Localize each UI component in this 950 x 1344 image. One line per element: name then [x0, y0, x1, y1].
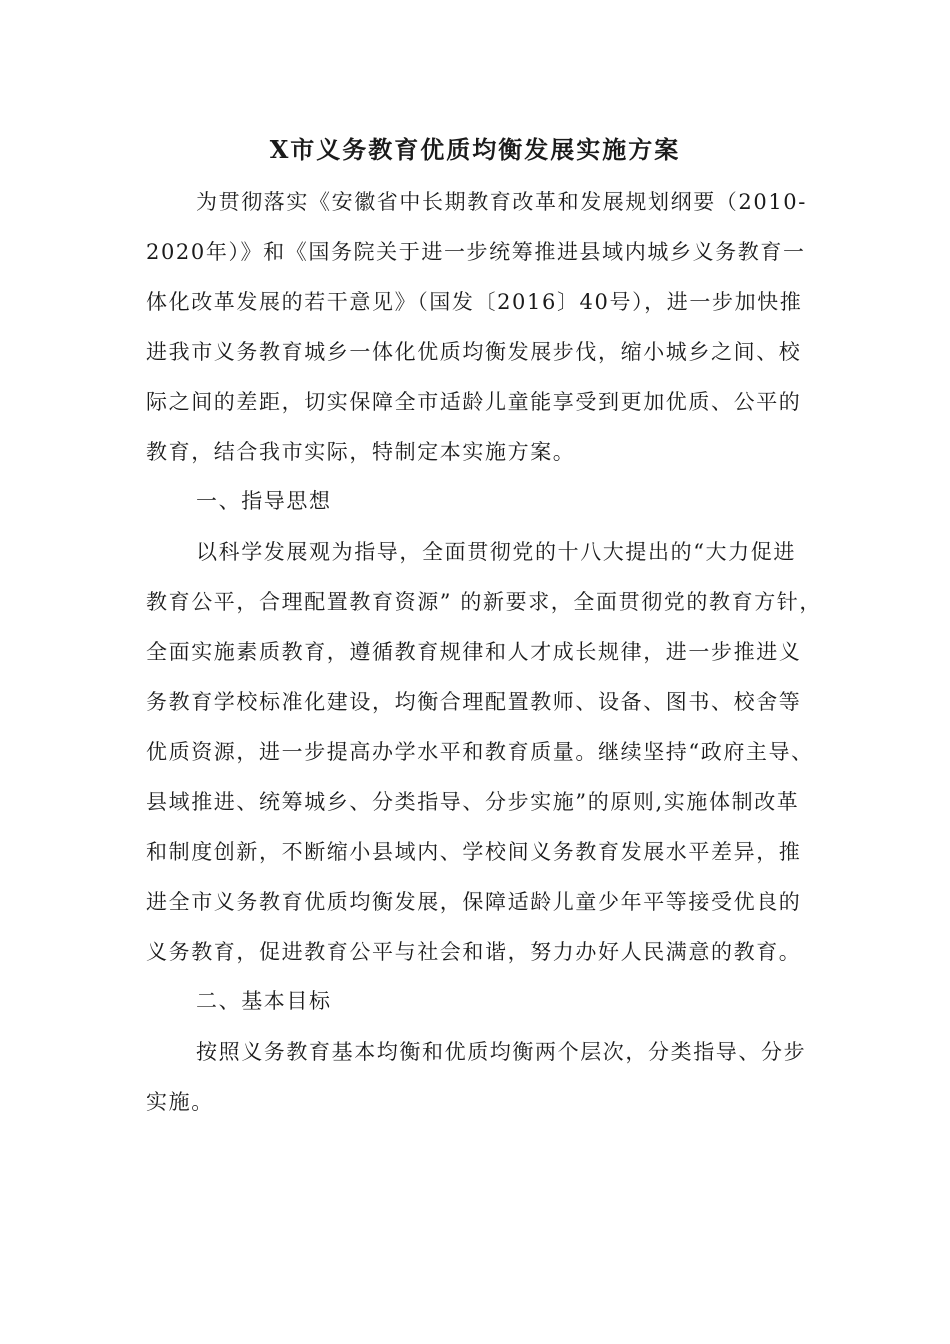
- paragraph-line: 按照义务教育基本均衡和优质均衡两个层次，分类指导、分步: [196, 1040, 807, 1064]
- paragraph-line: 以科学发展观为指导，全面贯彻党的十八大提出的“大力促进: [196, 540, 796, 564]
- paragraph-line: 义务教育，促进教育公平与社会和谐，努力办好人民满意的教育。: [146, 940, 802, 964]
- paragraph-line: 县域推进、统筹城乡、分类指导、分步实施”的原则,实施体制改革: [146, 790, 800, 814]
- paragraph-line: 教育，结合我市实际，特制定本实施方案。: [146, 440, 576, 464]
- paragraph-line: 进我市义务教育城乡一体化优质均衡发展步伐，缩小城乡之间、校: [146, 340, 802, 364]
- paragraph-line: 和制度创新，不断缩小县域内、学校间义务教育发展水平差异，推: [146, 840, 802, 864]
- paragraph-line: 优质资源，进一步提高办学水平和教育质量。继续坚持“政府主导、: [146, 740, 814, 764]
- document-title: X市义务教育优质均衡发展实施方案: [269, 135, 681, 164]
- paragraph-line: 全面实施素质教育，遵循教育规律和人才成长规律，进一步推进义: [146, 640, 802, 664]
- paragraph-line: 进全市义务教育优质均衡发展，保障适龄儿童少年平等接受优良的: [146, 890, 802, 914]
- paragraph-line: 务教育学校标准化建设，均衡合理配置教师、设备、图书、校舍等: [146, 690, 802, 714]
- paragraph-line: 教育公平，合理配置教育资源” 的新要求，全面贯彻党的教育方针，: [146, 590, 823, 614]
- section-heading: 一、指导思想: [196, 489, 332, 513]
- section-heading: 二、基本目标: [196, 989, 332, 1013]
- paragraph-line: 2020年）》和《国务院关于进一步统筹推进县域内城乡义务教育一: [146, 240, 806, 264]
- paragraph-line: 际之间的差距，切实保障全市适龄儿童能享受到更加优质、公平的: [146, 390, 802, 414]
- paragraph-line: 体化改革发展的若干意见》（国发〔2016〕40号），进一步加快推: [146, 290, 803, 314]
- paragraph-line: 为贯彻落实《安徽省中长期教育改革和发展规划纲要（2010-: [196, 190, 807, 214]
- paragraph-line: 实施。: [146, 1090, 214, 1114]
